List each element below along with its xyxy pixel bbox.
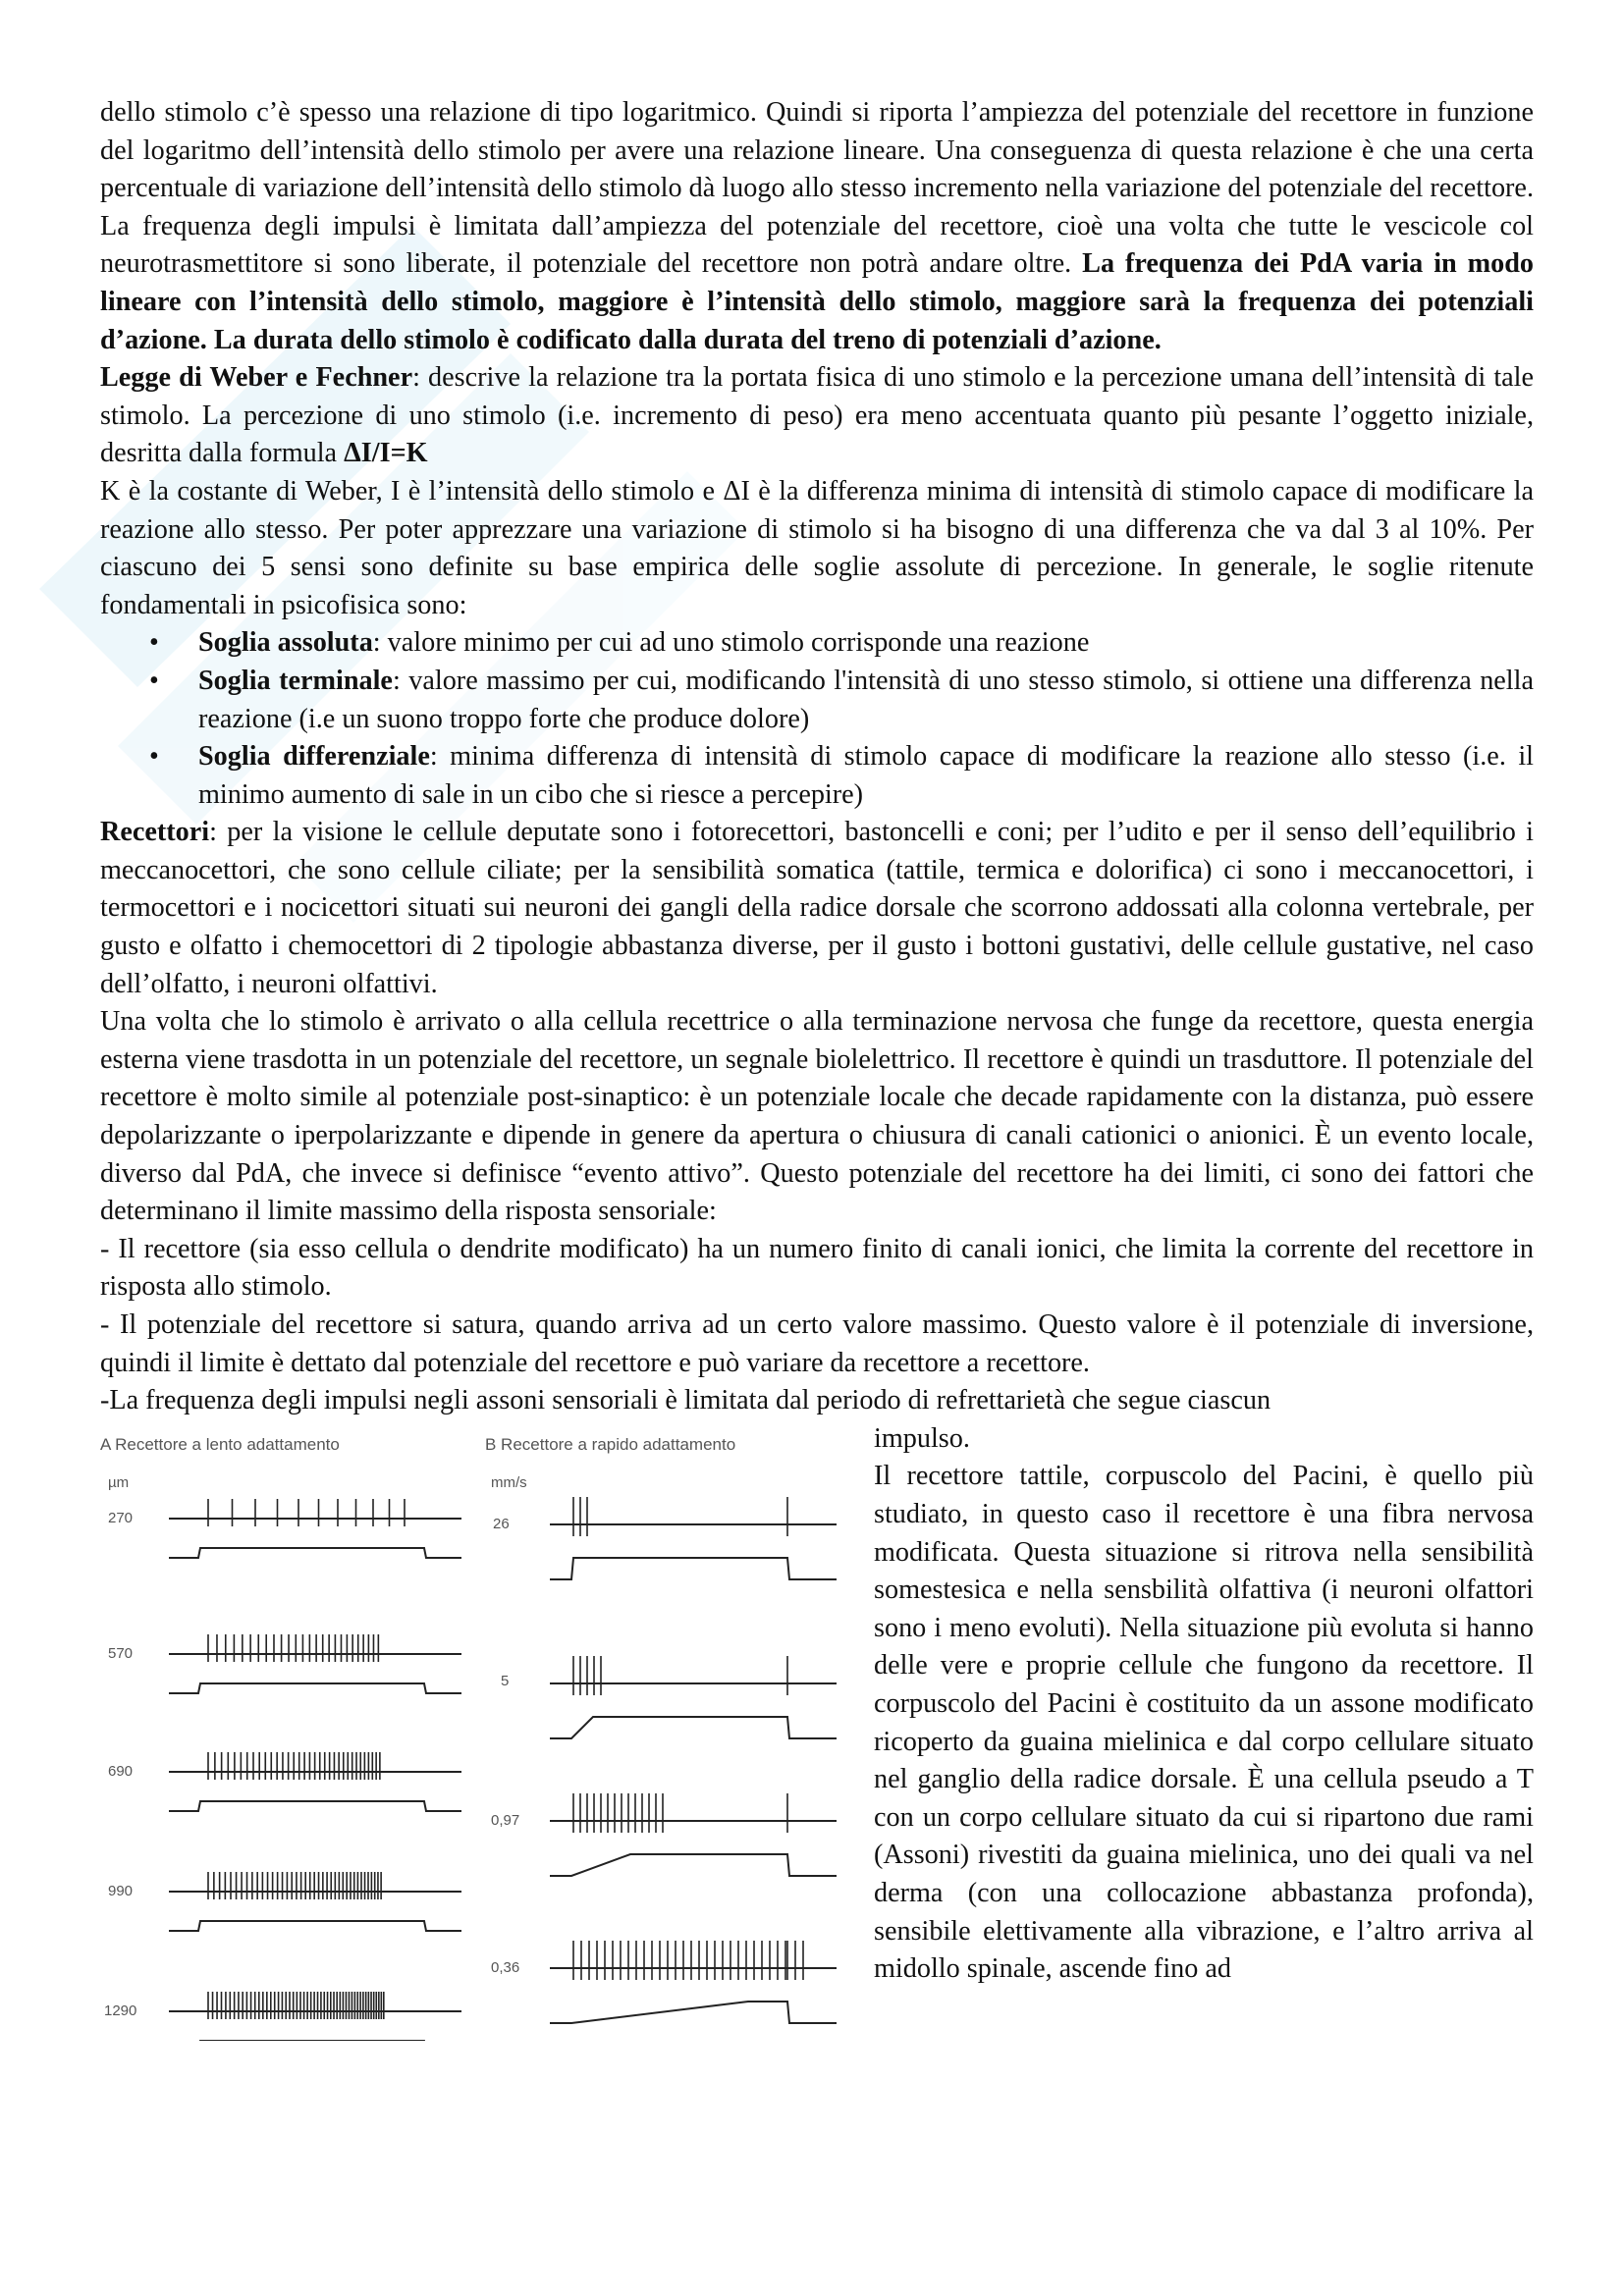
paragraph-trasduzione: Una volta che lo stimolo è arrivato o alla cellula recettrice o alla terminazione nervosa che funge da recettore, questa energia esterna viene trasdotta in un potenziale del recettore, un segnale biolelettrico. Il recettore è quindi un trasduttore. Il potenziale del recettore è molto simile al potenziale post-sinaptico: è un potenziale locale che decade rapidamente con la distanza, può essere depolarizzante o iperpolarizzante e dipende in genere da apertura o chiusura di canali cationici o anionici. È un evento locale, diverso dal PdA, che invece si definisce “evento attivo”. Questo potenziale del recettore ha dei limiti, ci sono dei fattori che determinano il limite massimo della risposta sensoriale: [100,1006,1534,1227]
stimulus-ramp [550,1717,837,1738]
panel-b-label: 5 [501,1672,510,1689]
list-item: • Soglia differenziale: minima differenza di intensità di stimolo capace di modificare la reazione allo stesso (i.e. il minimo aumento di sale in un cibo che si riesce a percepire) [100,738,1534,814]
panel-a-unit: µm [108,1473,130,1491]
paragraph-limit-2: - Il potenziale del recettore si satura, quando arriva ad un certo valore massimo. Questo valore è il potenziale di inversione, quindi il limite è dettato dal potenziale del recettore e può variare da recettore a recettore. [100,1309,1534,1378]
heading-recettori: Recettori [100,817,210,848]
paragraph-weber-constant: K è la costante di Weber, I è l’intensità dello stimolo e ΔI è la differenza minima di intensità di stimolo capace di modificare la reazione allo stesso. Per poter apprezzare una variazione di stimolo si ha bisogno di una differenza che va dal 3 al 10%. Per ciascuno dei 5 sensi sono definite su base empirica delle soglie assolute di percezione. In generale, le soglie ritenute fondamentali in psicofisica sono: [100,475,1534,620]
panel-b-unit: mm/s [491,1473,527,1491]
heading-weber-fechner: Legge di Weber e Fechner [100,362,413,394]
panel-b-label: 26 [493,1515,510,1532]
panel-a-label: 990 [108,1882,134,1899]
paragraph-weber-fechner: Legge di Weber e Fechner: descrive la relazione tra la portata fisica di uno stimolo e la percezione umana dell’intensità di tale stimolo. La percezione di uno stimolo (i.e. incremento di peso) era meno accentuata quanto più pesante l’oggetto iniziale, desritta dalla formula ΔI/I=K [100,362,1534,469]
panel-a-label: 690 [108,1762,134,1780]
paragraph-recettori: Recettori: per la visione le cellule deputate sono i fotorecettori, bastoncelli e coni; per l’udito e per il senso dell’equilibrio i meccanocettori, che sono cellule ciliate; per la sensibilità somatica (tattile, termica e dolorifica) ci sono i meccanocettori, i termocettori e i nocicettori situati sui neuroni dei gangli della radice dorsale che scorrono addossati alla colonna vertebrale, per gusto e olfatto i chemocettori di 2 tipologie abbastanza diverse, per il gusto i bottoni gustativi, delle cellule gustative, nel caso dell’olfatto, i neuroni olfattivi. [100,817,1534,999]
threshold-list [100,624,1534,814]
panel-a-title: A Recettore a lento adattamento [100,1434,340,1454]
paragraph-logaritmic: dello stimolo c’è spesso una relazione di tipo logaritmico. Quindi si riporta l’ampiezza del potenziale del recettore in funzione del logaritmo dell’intensità dello stimolo per avere una relazione lineare. Una conseguenza di questa relazione è che una certa percentuale di variazione dell’intensità dello stimolo dà luogo allo stesso incremento nella variazione del potenziale del recettore. La frequenza degli impulsi è limitata dall’ampiezza del potenziale del recettore, cioè una volta che tutte le vescicole col neurotrasmettitore si sono liberate, il potenziale del recettore non potrà andare oltre. La frequenza dei PdA varia in modo lineare con l’intensità dello stimolo, maggiore è l’intensità dello stimolo, maggiore sarà la frequenza dei potenziali d’azione. La durata dello stimolo è codificato dalla durata del treno di potenziali d’azione. [100,97,1534,355]
panel-b-label: 0,36 [491,1958,520,1976]
list-item: • Soglia assoluta: valore minimo per cui ad uno stimolo corrisponde una reazione [100,624,1534,663]
stimulus-step [169,1921,461,1931]
stimulus-step [169,1801,461,1811]
stimulus-ramp [550,1854,837,1876]
panel-b-label: 0,97 [491,1811,520,1829]
figure-side-text [874,1420,1534,1989]
panel-a-label: 570 [108,1644,134,1662]
stimulus-step [169,1548,461,1558]
figure-and-text [100,1420,1534,2041]
bold-statement-frequency: La frequenza dei PdA varia in modo lineare con l’intensità dello stimolo, maggiore è l’intensità dello stimolo, maggiore sarà la frequenza dei potenziali d’azione. La durata dello stimolo è codificato dalla durata del treno di potenziali d’azione. [100,248,1534,355]
paragraph-limit-3: -La frequenza degli impulsi negli assoni sensoriali è limitata dal periodo di refrettarietà che segue ciascun [100,1385,1271,1416]
stimulus-ramp [550,1558,837,1579]
paragraph-limit-1: - Il recettore (sia esso cellula o dendrite modificato) ha un numero finito di canali ionici, che limita la corrente del recettore in risposta allo stimolo. [100,1233,1534,1303]
list-item: • Soglia terminale: valore massimo per cui, modificando l'intensità di uno stesso stimolo, si ottiene una differenza nella reazione (i.e un suono troppo forte che produce dolore) [100,663,1534,738]
stimulus-ramp [550,2002,837,2023]
page-content [100,94,1534,2041]
paragraph-impulso: impulso. [874,1422,970,1454]
weber-formula: ΔI/I=K [344,438,428,469]
adaptation-figure [100,1430,846,2041]
panel-b-title: B Recettore a rapido adattamento [485,1434,736,1454]
stimulus-step [169,1683,461,1693]
panel-a-label: 270 [108,1509,134,1526]
panel-a-label: 1290 [104,2002,137,2019]
paragraph-pacini: Il recettore tattile, corpuscolo del Pacini, è quello più studiato, in questo caso il recettore è una fibra nervosa modificata. Questa situazione si ritrova nella sensibilità somestesica e nella sensbilità olfattiva (i neuroni olfattori sono i meno evoluti). Nella situazione più evoluta si hanno delle vere e proprie cellule che fungono da recettore. Il corpuscolo del Pacini è costituito da un assone modificato ricoperto da guaina mielinica e dal corpo cellulare situato nel ganglio della radice dorsale. È una cellula pseudo a T con un corpo cellulare situato da cui si ripartono due rami (Assoni) rivestiti da guaina mielinica, uno dei quali va nel derma (con una collocazione abbastanza profonda), sensibile elettivamente alla vibrazione, e l’altro arriva al midollo spinale, ascende fino ad [874,1461,1534,1985]
adaptation-figure-svg [100,1430,846,2041]
